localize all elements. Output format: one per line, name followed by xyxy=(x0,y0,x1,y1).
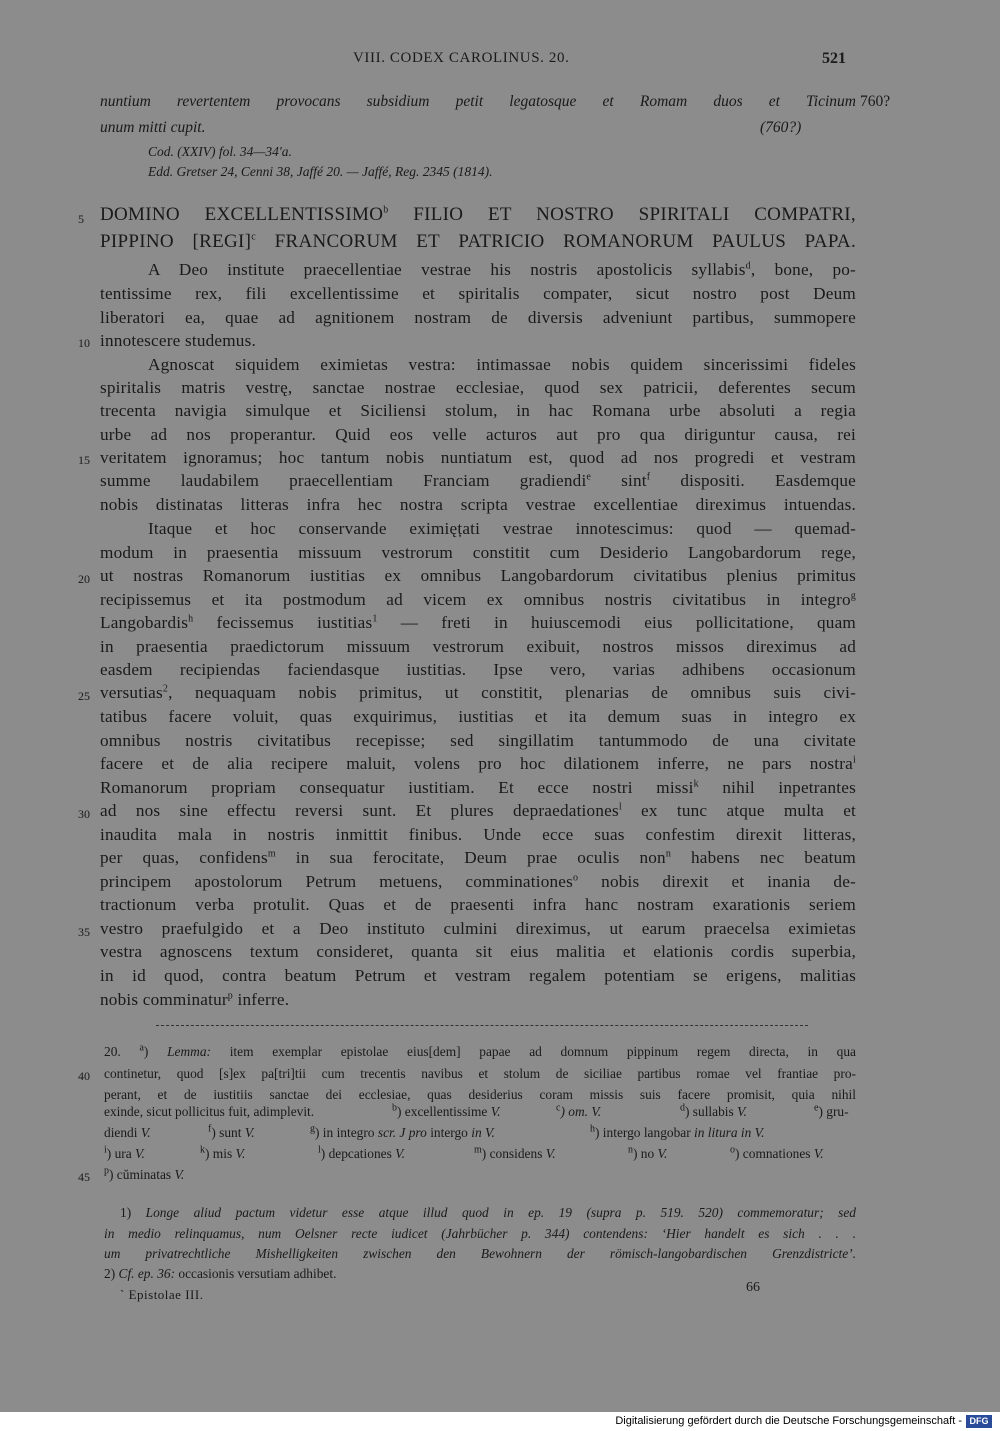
text-line: ad nos sine effectu reversi sunt. Et plures depraedationes$^l$ ex tunc atque multa et xyxy=(100,801,857,820)
text-line: versutias$^2$, nequaquam nobis primitus, ut constitit, plenarias de omnibus suis civi- xyxy=(100,683,856,702)
footnote-line: um privatrechtliche Mishelligkeiten zwischen den Bewohnern der römisch-langobardischen Grenzdistricte’. xyxy=(104,1246,856,1261)
summary-line: unum mitti cupit. xyxy=(100,119,206,136)
text-line: Langobardis$^h$ fecissemus iustitias$^1$ — freti in huiuscemodi eius pollicitatione, quam xyxy=(100,613,856,632)
text-line: innotescere studemus. xyxy=(100,331,256,350)
text-line: per quas, confidens$^m$ in sua ferocitate, Deum prae oculis non$^n$ habens nec beatum xyxy=(100,848,856,867)
line-number: 40 xyxy=(78,1069,90,1083)
summary-line: nuntium revertentem provocans subsidium petit legatosque et Romam duos et Ticinum xyxy=(100,93,856,110)
text-line: spiritalis matris vestrę, sanctae nostrae ecclesiae, quod sex patricii, deferentes secum xyxy=(100,378,856,397)
footnote-line: in medio relinquamus, num Oelsner recte iudicet (Jahrbücher p. 344) contendens: ‘Hier handelt es sich . . . xyxy=(104,1226,856,1241)
text-line: Romanorum propriam consequatur iustitiam. Et ecce nostri missi$^k$ nihil inpetrantes xyxy=(100,778,856,797)
text-line: easdem recipiendas faciendasque iustitias. Ipse vero, varias adhibens occasionum xyxy=(100,660,856,679)
editions-reference: Edd. Gretser 24, Cenni 38, Jaffé 20. — Jaffé, Reg. 2345 (1814). xyxy=(148,164,493,179)
line-number: 30 xyxy=(78,807,90,821)
summary-date-parenthetical: (760?) xyxy=(760,119,802,136)
text-line: trecenta navigia simulque et Siciliensi stolum, in hac Romana urbe absoluti a regia xyxy=(100,401,856,420)
text-line: vestro praefulgido et a Deo instituto culmini direximus, ut earum praecelsa eximietas xyxy=(100,919,856,938)
text-line: omnibus nostris civitatibus recepisse; sed singillatim tantummodo de una civitate xyxy=(100,731,856,750)
text-line: tentissime rex, fili excellentissime et spiritalis compater, sicut nostro post Deum xyxy=(100,284,856,303)
text-line: veritatem ignoramus; hoc tantum nobis nuntiatum est, quod ad nos progredi et vestram xyxy=(100,448,856,467)
apparatus-line: $^p$) cŭminatas V. xyxy=(104,1165,185,1182)
line-number: 35 xyxy=(78,925,90,939)
footnote-line: 1) Longe aliud pactum videtur esse atque illud quod in ep. 19 (supra p. 519. 520) commemoratur; sed xyxy=(120,1205,856,1220)
text-line: A Deo institute praecellentiae vestrae his nostris apostolicis syllabis$^d$, bone, po- xyxy=(148,260,856,279)
text-line: nobis comminatur$^p$ inferre. xyxy=(100,990,290,1009)
text-line: tatibus facere voluit, quas exquirimus, iustitias et ita demum suas in integro ex xyxy=(100,707,856,726)
text-line: urbe ad nos properantur. Quid eos velle acturos aut pro qua diriguntur causa, rei xyxy=(100,425,856,444)
text-line: tractionum verba protulit. Quas et de praesenti infra hanc nostram exarationis seriem xyxy=(100,895,856,914)
text-line: facere et de alia recipere maluit, volens pro hoc dilationem inferre, ne pars nostra$^i$ xyxy=(100,754,856,773)
line-number: 45 xyxy=(78,1170,90,1184)
line-number: 10 xyxy=(78,336,90,350)
line-number: 20 xyxy=(78,572,90,586)
text-line: inaudita mala in nostris inmittit finibus. Unde ecce suas confestim direxit litteras, xyxy=(100,825,856,844)
running-header: VIII. CODEX CAROLINUS. 20. xyxy=(353,50,570,66)
text-line: vestra agnoscens textum consideret, quanta sit eius malitia et elationis cordis superbia, xyxy=(100,942,856,961)
signature-number: 66 xyxy=(746,1280,760,1295)
text-line: in id quod, contra beatum Petrum et vestram regalem potentiam se erigens, malitias xyxy=(100,966,856,985)
text-line: summe laudabilem praecellentiam Franciam gradiendi$^e$ sint$^f$ dispositi. Easdemque xyxy=(100,471,856,490)
apparatus-line: continetur, quod [s]ex pa[tri]tii cum trecentis navibus et stolum de siciliae partibus romae vel frantiae pro- xyxy=(104,1066,856,1081)
text-line: principem apostolorum Petrum metuens, comminationes$^o$ nobis direxit et inania de- xyxy=(100,872,856,891)
text-line: Itaque et hoc conservande eximięțati vestrae innotescimus: quod — quemad- xyxy=(148,519,856,538)
scanned-page: VIII. CODEX CAROLINUS. 20. 521 nuntium revertentem provocans subsidium petit legatosque et Romam duos et Ticinum 760? unum mitti cupit. (760?) Cod. (XXIV) fol. 34—34'a. Edd. Gretser 24, Cenni 38, Jaffé 20. — Jaffé, Reg. 2345 (1814). 5 DOMINO EXCELLENTISSIMO$^b$ FILIO ET NOSTRO SPIRITALI COMPATRI, PIPPINO [REGI]$^c$ FRANCORUM ET PATRICIO ROMANORUM PAULUS PAPA. A Deo institute praecellentiae vestrae his nostris apostolicis syllabis$^d$, bone, po- tentissime rex, fili excellentissime et spiritalis compater, sicut nostro post Deum liberatori ea, quae ad agnitionem nostram de diversis adveniunt partibus, summopere 10 innotescere studemus. Agnoscat siquidem eximietas vestra: intimassae nobis quidem sincerissimi fideles spiritalis matris vestrę, sanctae nostrae ecclesiae, quod sex patricii, deferentes secum trecenta navigia simulque et Siciliensi stolum, in hac Romana urbe absoluti a regia urbe ad nos properantur. Quid eos velle acturos aut pro qua diriguntur causa, rei 15 veritatem ignoramus; hoc tantum nobis nuntiatum est, quod ad nos progredi et vestram summe laudabilem praecellentiam Franciam gradiendi$^e$ sint$^f$ dispositi. Easdemque nobis distinatas litteras infra hec nostra scripta vestrae excellentiae direximus intuendas. Itaque et hoc conservande eximięțati vestrae innotescimus: quod — quemad- modum in praesentia missuum vestrorum constitit cum Desiderio Langobardorum rege, 20 ut nostras Romanorum iustitias ex omnibus Langobardorum civitatibus plenius primitus recipissemus et ita postmodum ad vicem ex omnibus nostris civitatibus in integro$^g$ Langobardis$^h$ fecissemus iustitias$^1$ — freti in huiuscemodi eius pollicitatione, quam in praesentia praedictorum missuum vestrorum exibuit, nostros missos direximus ad easdem recipiendas faciendasque iustitias. Ipse vero, varias adhibens occasionum 25 versutias$^2$, nequaquam nobis primitus, ut constitit, plenarias de omnibus suis civi- tatibus facere voluit, quas exquirimus, iustitias et ita demum suas in integro ex omnibus nostris civitatibus recepisse; sed singillatim tantummodo de una civitate facere et de alia recipere maluit, volens pro hoc dilationem inferre, ne pars nostra$^i$ Romanorum propriam consequatur iustitiam. Et ecce nostri missi$^k$ nihil inpetrantes 30 ad nos sine effectu reversi sunt. Et plures depraedationes$^l$ ex tunc atque multa et inaudita mala in nostris inmittit finibus. Unde ecce suas confestim direxit litteras, per quas, confidens$^m$ in sua ferocitate, Deum prae oculis non$^n$ habens nec beatum principem apostolorum Petrum metuens, comminationes$^o$ nobis direxit et inania de- tractionum verba protulit. Quas et de praesenti infra hanc nostram exarationis seriem 35 vestro praefulgido et a Deo instituto culmini direximus, ut earum praecelsa eximietas vestra agnoscens textum consideret, quanta sit eius malitia et elationis cordis superbia, in id quod, contra beatum Petrum et vestram regalem potentiam se erigens, malitias nobis comminatur$^p$ inferre. 20. $^a$) Lemma: item exemplar epistolae eius[dem] papae ad domnum pippinum regem directa, in qua 40 continetur, quod [s]ex pa[tri]tii cum trecentis navibus et stolum de siciliae partibus romae vel frantiae pro- perant, et de iustitiis sanctae dei ecclesiae, quas desiderius coram missis suis facere promisit, quia nihil exinde, sicut pollicitus fuit, adimplevit. $^b$) excellentissime V. $^c$) om. V. $^d$) sullabis V. $^e$) gru- diendi V. $^f$) sunt V. $^g$) in integro scr. J pro intergo in V. $^h$) intergo langobar in litura in V. $^i$) ura V. $^k$) mis V. $^l$) depcationes V. $^m$) considens V. $^n$) no V. $^o$) comnationes V. 45 $^p$) cŭminatas V. 1) Longe aliud pactum videtur esse atque illud quod in ep. 19 (supra p. 519. 520) commemoratur; sed in medio relinquamus, num Oelsner recte iudicet (Jahrbücher p. 344) contendens: ‘Hier handelt es sich . . . um privatrechtliche Mishelligkeiten zwischen den Bewohnern der römisch-langobardischen Grenzdistricte’. 2) Cf. ep. 36: occasionis versutiam adhibet. ` Epistolae III. 66 xyxy=(0,0,1000,1412)
text-line: ut nostras Romanorum iustitias ex omnibus Langobardorum civitatibus plenius primitus xyxy=(100,566,856,585)
footnote-line: 2) Cf. ep. 36: occasionis versutiam adhibet. xyxy=(104,1266,337,1281)
text-line: Agnoscat siquidem eximietas vestra: intimassae nobis quidem sincerissimi fideles xyxy=(148,355,856,374)
apparatus-line: 20. $^a$) Lemma: item exemplar epistolae eius[dem] papae ad domnum pippinum regem directa, in qua xyxy=(104,1042,856,1059)
line-number: 5 xyxy=(78,212,84,226)
funding-notice: Digitalisierung gefördert durch die Deutsche Forschungsgemeinschaft - xyxy=(615,1415,962,1427)
apparatus-line: perant, et de iustitiis sanctae dei ecclesiae, quas desiderius coram missis suis facere promisit, quia nihil xyxy=(104,1087,856,1102)
address-heading: PIPPINO [REGI]$^c$ FRANCORUM ET PATRICIO ROMANORUM PAULUS PAPA. xyxy=(100,231,857,252)
line-number: 15 xyxy=(78,453,90,467)
signature-mark: ` Epistolae III. xyxy=(120,1287,204,1302)
text-line: liberatori ea, quae ad agnitionem nostram de diversis adveniunt partibus, summopere xyxy=(100,308,856,327)
text-line: recipissemus et ita postmodum ad vicem ex omnibus nostris civitatibus in integro$^g$ xyxy=(100,590,856,609)
codex-reference: Cod. (XXIV) fol. 34—34'a. xyxy=(148,144,292,159)
text-line: in praesentia praedictorum missuum vestrorum exibuit, nostros missos direximus ad xyxy=(100,637,856,656)
address-heading: DOMINO EXCELLENTISSIMO$^b$ FILIO ET NOSTRO SPIRITALI COMPATRI, xyxy=(100,204,856,225)
summary-date: 760? xyxy=(860,93,891,110)
page-number: 521 xyxy=(822,50,846,67)
text-line: nobis distinatas litteras infra hec nostra scripta vestrae excellentiae direximus intuendas. xyxy=(100,495,856,514)
dfg-logo: DFG xyxy=(966,1415,992,1428)
footnote-separator xyxy=(156,1025,808,1026)
text-line: modum in praesentia missuum vestrorum constitit cum Desiderio Langobardorum rege, xyxy=(100,543,856,562)
line-number: 25 xyxy=(78,689,90,703)
